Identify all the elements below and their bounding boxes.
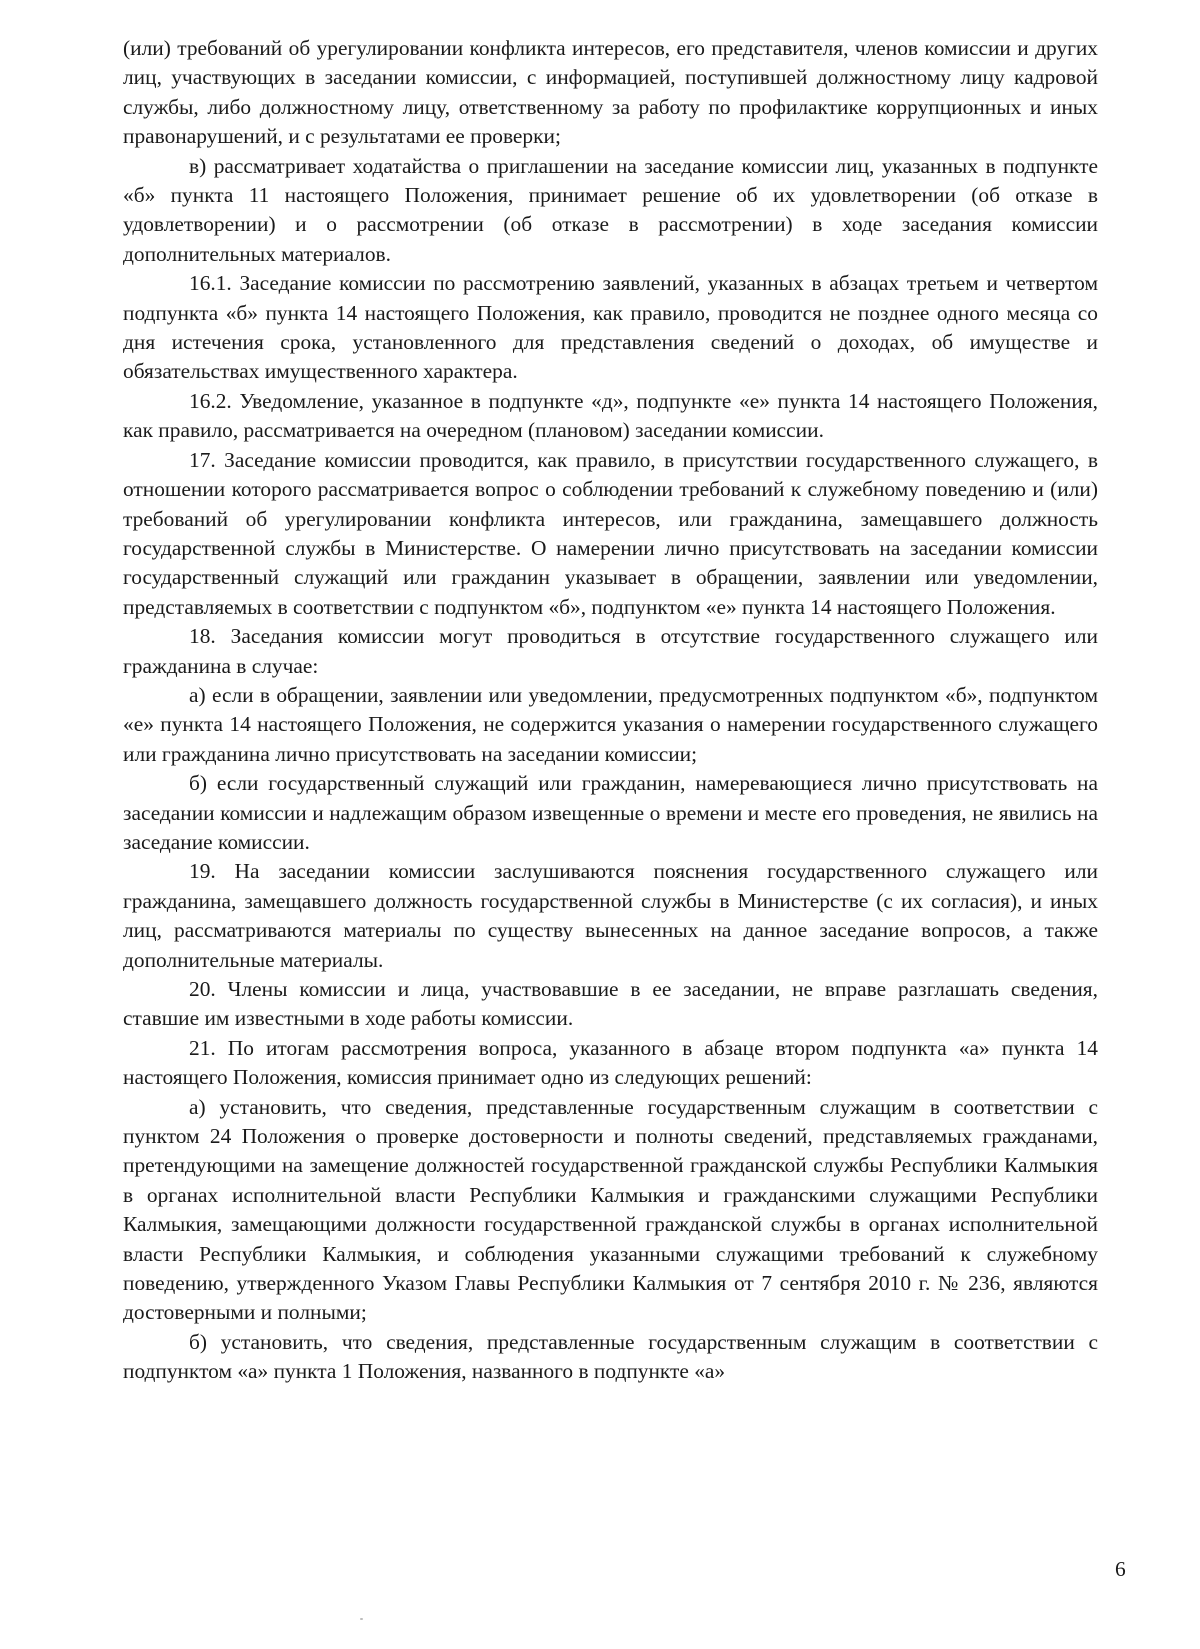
paragraph-18-b: б) если государственный служащий или гражданин, намеревающиеся лично присутствовать на заседании комиссии и надлежащим образом извещенные о времени и месте его проведения, не явились на заседание комиссии. bbox=[123, 771, 1098, 854]
paragraph-21-a: а) установить, что сведения, представленные государственным служащим в соответствии с пунктом 24 Положения о проверке достоверности и полноты сведений, представляемых гражданами, претендующими на замещение должностей государственной гражданской службы Республики Калмыкия в органах исполнительной власти Республики Калмыкия и гражданскими служащими Республики Калмыкия, замещающими должности государственной гражданской службы в органах исполнительной власти Республики Калмыкия, и соблюдения указанными служащими требований к служебному поведению, утвержденного Указом Главы Республики Калмыкия от 7 сентября 2010 г. № 236, являются достоверными и полными; bbox=[123, 1094, 1098, 1325]
paragraph-20: 20. Члены комиссии и лица, участвовавшие в ее заседании, не вправе разглашать сведения, ставшие им известными в ходе работы комиссии. bbox=[123, 977, 1098, 1031]
paragraph-21-b: б) установить, что сведения, представленные государственным служащим в соответствии с подпунктом «а» пункта 1 Положения, названного в подпункте «а» bbox=[123, 1329, 1098, 1384]
paragraph-16-2: 16.2. Уведомление, указанное в подпункте «д», подпункте «е» пункта 14 настоящего Положения, как правило, рассматривается на очередном (плановом) заседании комиссии. bbox=[123, 388, 1098, 443]
document-body bbox=[123, 34, 1098, 1387]
paragraph-item-v: в) рассматривает ходатайства о приглашении на заседание комиссии лиц, указанных в подпункте «б» пункта 11 настоящего Положения, принимает решение об их удовлетворении (об отказе в удовлетворении) и о рассмотрении (об отказе в рассмотрении) в ходе заседания комиссии дополнительных материалов. bbox=[123, 153, 1098, 266]
page-number: 6 bbox=[1115, 1557, 1126, 1581]
paragraph-19: 19. На заседании комиссии заслушиваются пояснения государственного служащего или гражданина, замещавшего должность государственной службы в Министерстве (с их согласия), и иных лиц, рассматриваются материалы по существу вынесенных на данное заседание вопросов, а также дополнительные материалы. bbox=[123, 859, 1098, 972]
paragraph-16-1: 16.1. Заседание комиссии по рассмотрению заявлений, указанных в абзацах третьем и четвертом подпункта «б» пункта 14 настоящего Положения, как правило, проводится не позднее одного месяца со дня истечения срока, установленного для представления сведений о доходах, об имуществе и обязательствах имущественного характера. bbox=[123, 271, 1098, 384]
paragraph-18: 18. Заседания комиссии могут проводиться в отсутствие государственного служащего или гражданина в случае: bbox=[123, 624, 1098, 678]
paragraph-21: 21. По итогам рассмотрения вопроса, указанного в абзаце втором подпункта «а» пункта 14 настоящего Положения, комиссия принимает одно из следующих решений: bbox=[123, 1035, 1098, 1090]
paragraph-17: 17. Заседание комиссии проводится, как правило, в присутствии государственного служащего, в отношении которого рассматривается вопрос о соблюдении требований к служебному поведению и (или) требований об урегулировании конфликта интересов, или гражданина, замещавшего должность государственной службы в Министерстве. О намерении лично присутствовать на заседании комиссии государственный служащий или гражданин указывает в обращении, заявлении или уведомлении, представляемых в соответствии с подпунктом «б», подпунктом «е» пункта 14 настоящего Положения. bbox=[123, 447, 1098, 619]
scan-speck bbox=[360, 1618, 363, 1620]
paragraph-continuation: (или) требований об урегулировании конфликта интересов, его представителя, членов комиссии и других лиц, участвующих в заседании комиссии, с информацией, поступившей должностному лицу кадровой службы, либо должностному лицу, ответственному за работу по профилактике коррупционных и иных правонарушений, и с результатами ее проверки; bbox=[123, 36, 1098, 149]
paragraph-18-a: а) если в обращении, заявлении или уведомлении, предусмотренных подпунктом «б», подпунктом «е» пункта 14 настоящего Положения, не содержится указания о намерении государственного служащего или гражданина лично присутствовать на заседании комиссии; bbox=[123, 682, 1098, 766]
